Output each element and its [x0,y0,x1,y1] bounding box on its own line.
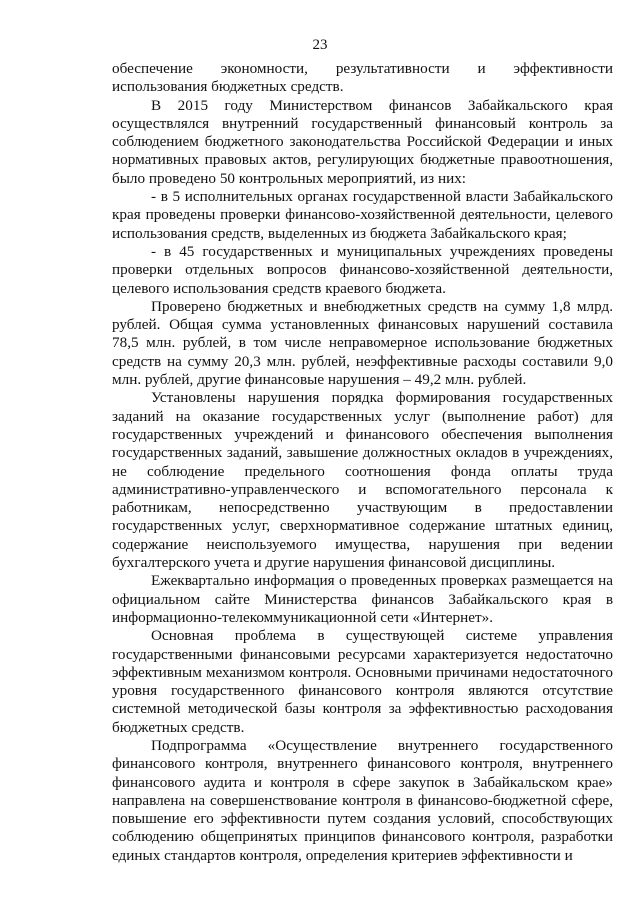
paragraph-control-2015: В 2015 году Министерством финансов Забайкальского края осуществлялся внутренний государственный финансовый контроль за соблюдением бюджетного законодательства Российской Федерации и иных нормативных правовых актов, регулирующих бюджетные правоотношения, было проведено 50 контрольных мероприятий, из них: [112,96,613,187]
paragraph-violations: Установлены нарушения порядка формирования государственных заданий на оказание государственных услуг (выполнение работ) для государственных учреждений и финансового обеспечения выполнения государственных заданий, завышение должностных окладов в учреждениях, не соблюдение предельного соотношения фонда оплаты труда административно-управленческого и вспомогательного персонала к работникам, непосредственно участвующим в предоставлении государственных услуг, сверхнормативное содержание штатных единиц, содержание неиспользуемого имущества, нарушения при ведении бухгалтерского учета и другие нарушения финансовой дисциплины. [112,389,613,572]
list-item-institutions: - в 45 государственных и муниципальных учреждениях проведены проверки отдельных вопросов финансово-хозяйственной деятельности, целевого использования средств краевого бюджета. [112,242,613,297]
document-body [112,60,613,865]
page-number: 23 [312,37,328,53]
paragraph-audited-funds: Проверено бюджетных и внебюджетных средств на сумму 1,8 млрд. рублей. Общая сумма установленных финансовых нарушений составила 78,5 млн. рублей, в том числе неправомерное использование бюджетных средств на сумму 20,3 млн. рублей, неэффективные расходы составили 9,0 млн. рублей, другие финансовые нарушения – 49,2 млн. рублей. [112,297,613,389]
paragraph-continuation: обеспечение экономности, результативности и эффективности использования бюджетных средств. [112,60,613,96]
list-item-executive-bodies: - в 5 исполнительных органах государственной власти Забайкальского края проведены проверки финансово-хозяйственной деятельности, целевого использования средств, выделенных из бюджета Забайкальского края; [112,188,613,242]
paragraph-main-problem: Основная проблема в существующей системе управления государственными финансовыми ресурсами характеризуется недостаточно эффективным механизмом контроля. Основными причинами недостаточного уровня государственного финансового контроля являются отсутствие системной методической базы контроля за эффективностью расходования бюджетных средств. [112,627,613,736]
paragraph-quarterly-info: Ежеквартально информация о проведенных проверках размещается на официальном сайте Министерства финансов Забайкальского края в информационно-телекоммуникационной сети «Интернет». [112,572,613,626]
paragraph-subprogram: Подпрограмма «Осуществление внутреннего государственного финансового контроля, внутреннего финансового контроля, внутреннего финансового аудита и контроля в сфере закупок в Забайкальском крае» направлена на совершенствование контроля в финансово-бюджетной сфере, повышение его эффективности путем создания условий, способствующих соблюдению общепринятых принципов финансового контроля, разработки единых стандартов контроля, определения критериев эффективности и [112,736,613,864]
